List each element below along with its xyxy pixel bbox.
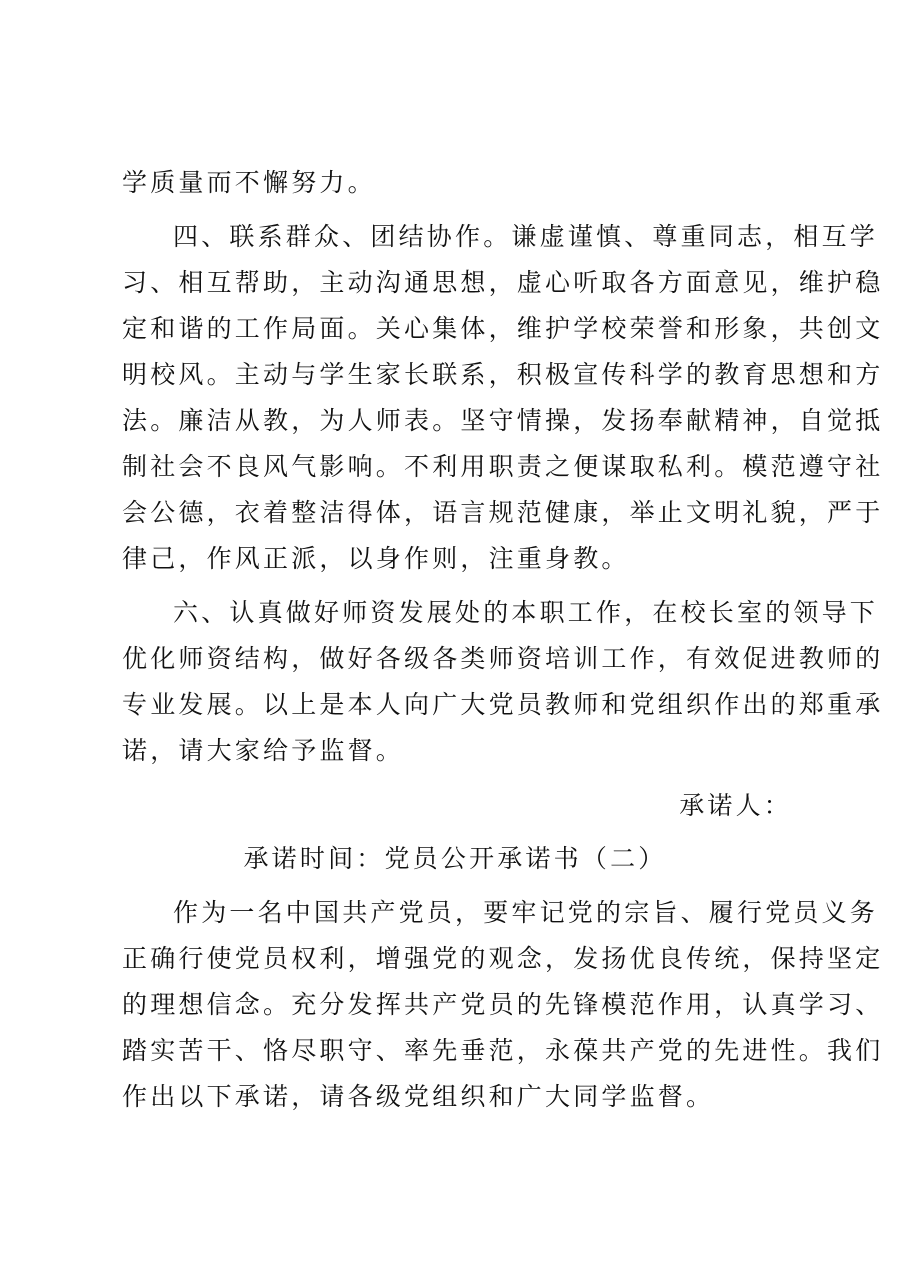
paragraph-3-line-2: 优化师资结构，做好各级各类师资培训工作，有效促进教师的 xyxy=(122,644,884,673)
paragraph-2-line-2: 习、相互帮助，主动沟通思想，虚心听取各方面意见，维护稳 xyxy=(122,268,884,297)
paragraph-4-line-4: 踏实苦干、恪尽职守、率先垂范，永葆共产党的先进性。我们 xyxy=(122,1036,884,1065)
paragraph-4-line-1: 作为一名中国共产党员，要牢记党的宗旨、履行党员义务 xyxy=(173,898,879,927)
paragraph-2-line-7: 会公德，衣着整洁得体，语言规范健康，举止文明礼貌，严于 xyxy=(122,498,884,527)
paragraph-2-line-4: 明校风。主动与学生家长联系，积极宣传科学的教育思想和方 xyxy=(122,360,884,389)
paragraph-3-line-4: 诺，请大家给予监督。 xyxy=(122,736,405,765)
paragraph-3-line-3: 专业发展。以上是本人向广大党员教师和党组织作出的郑重承 xyxy=(122,690,884,719)
paragraph-4-line-2: 正确行使党员权利，增强党的观念，发扬优良传统，保持坚定 xyxy=(122,944,884,973)
paragraph-4-line-3: 的理想信念。充分发挥共产党员的先锋模范作用，认真学习、 xyxy=(122,990,884,1019)
paragraph-4-line-5: 作出以下承诺，请各级党组织和广大同学监督。 xyxy=(122,1082,715,1111)
paragraph-2-line-5: 法。廉洁从教，为人师表。坚守情操，发扬奉献精神，自觉抵 xyxy=(122,406,884,435)
paragraph-2-line-1: 四、联系群众、团结协作。谦虚谨慎、尊重同志，相互学 xyxy=(173,222,879,251)
paragraph-1-line-1: 学质量而不懈努力。 xyxy=(122,168,376,197)
heading-line: 承诺时间：党员公开承诺书（二） xyxy=(243,844,667,873)
paragraph-2-line-8: 律己，作风正派，以身作则，注重身教。 xyxy=(122,544,630,573)
signature-line: 承诺人： xyxy=(679,791,792,820)
paragraph-2-line-6: 制社会不良风气影响。不利用职责之便谋取私利。模范遵守社 xyxy=(122,452,884,481)
paragraph-2-line-3: 定和谐的工作局面。关心集体，维护学校荣誉和形象，共创文 xyxy=(122,314,884,343)
paragraph-3-line-1: 六、认真做好师资发展处的本职工作，在校长室的领导下 xyxy=(173,598,879,627)
